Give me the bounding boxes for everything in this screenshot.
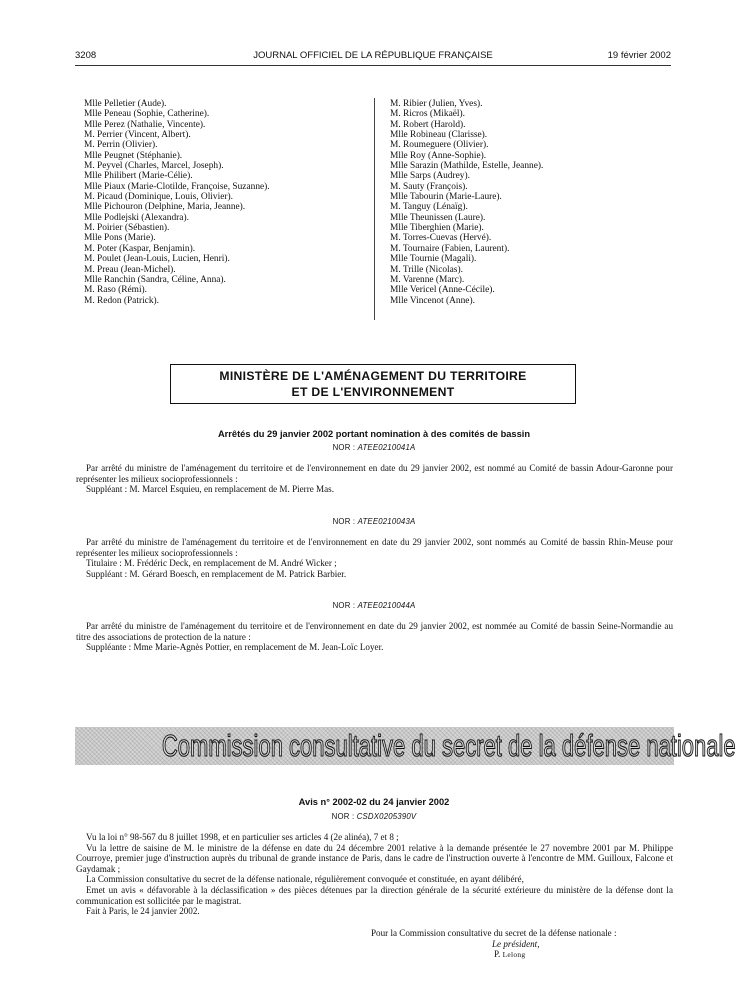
nor-code: CSDX0205390V <box>356 812 417 821</box>
nor-label: NOR : <box>332 601 356 610</box>
nor-label: NOR : <box>332 443 356 452</box>
list-item: M. Perrier (Vincent, Albert). <box>84 130 191 141</box>
arrete-text: Par arrêté du ministre de l'aménagement du territoire et de l'environnement en date du 29 janvier 2002, est nommé au Comité de bassin Adour-Garonne pour représenter les milieux socioprofessionnels : <box>76 463 673 484</box>
arrete-paragraph <box>76 621 673 653</box>
signature-surname: Lelong <box>502 950 526 960</box>
list-item: M. Ribier (Julien, Yves). <box>390 99 483 109</box>
arretes-title: Arrêtés du 29 janvier 2002 portant nomination à des comités de bassin <box>217 429 531 439</box>
avis-paragraph: Vu la loi n° 98-567 du 8 juillet 1998, et en particulier ses articles 4 (2e alinéa), 7 et 8 ; <box>86 832 399 842</box>
list-item: Mlle Vincenot (Anne). <box>390 295 475 306</box>
signature-block <box>371 928 671 961</box>
arrete-paragraph <box>76 463 673 495</box>
list-item: Mlle Pichouron (Delphine, Maria, Jeanne). <box>84 202 246 213</box>
list-item: M. Trille (Nicolas). <box>390 264 463 275</box>
list-item: M. Torres-Cuevas (Hervé). <box>390 233 492 244</box>
ministry-heading-line2: ET DE L'ENVIRONNEMENT <box>291 384 455 399</box>
list-item: M. Sauty (François). <box>390 181 468 192</box>
names-list-right <box>390 99 543 306</box>
arrete-line: Titulaire : M. Frédéric Deck, en remplacement de M. André Wicker ; <box>86 558 337 569</box>
list-item: Mlle Sarps (Audrey). <box>390 171 470 182</box>
list-item: Mlle Philibert (Marie-Célie). <box>84 171 193 182</box>
nor-reference <box>76 812 672 821</box>
list-item: M. Robert (Harold). <box>390 119 466 130</box>
commission-banner <box>75 727 736 765</box>
list-item: M. Raso (Rémi). <box>84 285 148 296</box>
list-item: Mlle Roy (Anne-Sophie). <box>390 150 487 161</box>
list-item: M. Ricros (Mikaël). <box>390 109 465 120</box>
list-item: M. Redon (Patrick). <box>84 295 159 306</box>
ministry-heading-line1: MINISTÈRE DE L'AMÉNAGEMENT DU TERRITOIRE <box>219 369 527 383</box>
arrete-paragraph <box>76 537 673 579</box>
list-item: Mlle Pons (Marie). <box>84 233 156 244</box>
list-item: M. Varenne (Marc). <box>390 274 465 285</box>
list-item: Mlle Robineau (Clarisse). <box>390 130 488 141</box>
list-item: Mlle Sarazin (Mathilde, Estelle, Jeanne). <box>390 161 544 172</box>
signature-role: Le président, <box>492 938 540 949</box>
list-item: Mlle Ranchin (Sandra, Céline, Anna). <box>84 274 226 285</box>
avis-paragraph: Fait à Paris, le 24 janvier 2002. <box>86 906 200 917</box>
list-item: Mlle Peugnet (Stéphanie). <box>84 150 183 161</box>
signature-intro: Pour la Commission consultative du secret de la défense nationale : <box>371 928 617 938</box>
arrete-line: Suppléant : M. Marcel Esquieu, en remplacement de M. Pierre Mas. <box>86 484 334 495</box>
nor-label: NOR : <box>331 812 355 821</box>
list-item: Mlle Theunissen (Laure). <box>390 212 486 223</box>
avis-paragraph: Emet un avis « défavorable à la déclassification » des pièces détenues par la direction générale de la sécurité extérieure du ministère de la défense dont la communication est sollicitée par le magistrat. <box>76 884 673 906</box>
nor-code: ATEE0210043A <box>357 517 416 526</box>
list-item: Mlle Piaux (Marie-Clotilde, Françoise, Suzanne). <box>84 181 270 192</box>
list-item: M. Picaud (Dominique, Louis, Olivier). <box>84 192 233 203</box>
list-item: M. Peyvel (Charles, Marcel, Joseph). <box>84 161 224 172</box>
names-list-left <box>84 99 270 306</box>
signature-initial: P. <box>494 949 501 960</box>
list-item: M. Roumeguere (Olivier). <box>390 140 489 151</box>
nor-reference <box>76 601 672 610</box>
avis-paragraph: La Commission consultative du secret de la défense nationale, régulièrement convoquée et constituée, en ayant délibéré, <box>86 874 524 885</box>
nor-label: NOR : <box>332 517 356 526</box>
list-item: Mlle Tournie (Magali). <box>390 254 477 265</box>
list-item: Mlle Tabourin (Marie-Laure). <box>390 192 502 203</box>
list-item: M. Poirier (Sébastien). <box>84 223 170 234</box>
list-item: M. Poter (Kaspar, Benjamin). <box>84 243 196 254</box>
arrete-text: Par arrêté du ministre de l'aménagement du territoire et de l'environnement en date du 29 janvier 2002, est nommée au Comité de bassin Seine-Normandie au titre des associations de protection de la nature : <box>76 621 673 642</box>
avis-paragraph: Vu la lettre de saisine de M. le ministre de la défense en date du 24 décembre 2001 relative à la demande présentée le 27 novembre 2001 par M. Philippe Courroye, premier juge d'instruction auprès du tribunal de grande instance de Paris, dans le cadre de l'instruction ouverte à l'encontre de MM. Guilloux, Falcone et Gaydamak ; <box>76 842 673 874</box>
list-item: Mlle Tiberghien (Marie). <box>390 223 484 234</box>
issue-date: 19 février 2002 <box>607 50 671 61</box>
avis-body <box>76 832 673 917</box>
signature-name <box>371 949 671 961</box>
list-item: Mlle Peneau (Sophie, Catherine). <box>84 109 210 120</box>
list-item: M. Preau (Jean-Michel). <box>84 264 176 275</box>
journal-title: JOURNAL OFFICIEL DE LA RÉPUBLIQUE FRANÇAISE <box>253 50 493 61</box>
nor-reference <box>76 443 672 452</box>
list-item: Mlle Pelletier (Aude). <box>84 99 167 109</box>
list-item: Mlle Podlejski (Alexandra). <box>84 212 189 223</box>
column-divider <box>374 98 375 320</box>
avis-title: Avis n° 2002-02 du 24 janvier 2002 <box>298 797 450 807</box>
list-item: M. Tournaire (Fabien, Laurent). <box>390 243 510 254</box>
list-item: Mlle Vericel (Anne-Cécile). <box>390 285 495 296</box>
ministry-heading <box>170 364 576 404</box>
list-item: M. Poulet (Jean-Louis, Lucien, Henri). <box>84 254 230 265</box>
arrete-line: Suppléante : Mme Marie-Agnès Pottier, en remplacement de M. Jean-Loïc Loyer. <box>86 642 384 653</box>
header-rule <box>75 65 671 66</box>
nor-code: ATEE0210041A <box>357 443 416 452</box>
nor-code: ATEE0210044A <box>357 601 416 610</box>
commission-banner-title: Commission consultative du secret de la défense nationale <box>161 728 736 763</box>
list-item: M. Tanguy (Lénaïg). <box>390 202 468 213</box>
page-header <box>75 50 671 64</box>
list-item: M. Perrin (Olivier). <box>84 140 158 151</box>
arrete-text: Par arrêté du ministre de l'aménagement du territoire et de l'environnement en date du 29 janvier 2002, sont nommés au Comité de bassin Rhin-Meuse pour représenter les milieux socioprofessionnels : <box>76 537 673 558</box>
list-item: Mlle Perez (Nathalie, Vincente). <box>84 119 206 130</box>
arrete-line: Suppléant : M. Gérard Boesch, en remplacement de M. Patrick Barbier. <box>86 568 347 579</box>
nor-reference <box>76 517 672 526</box>
page-number: 3208 <box>75 50 97 61</box>
